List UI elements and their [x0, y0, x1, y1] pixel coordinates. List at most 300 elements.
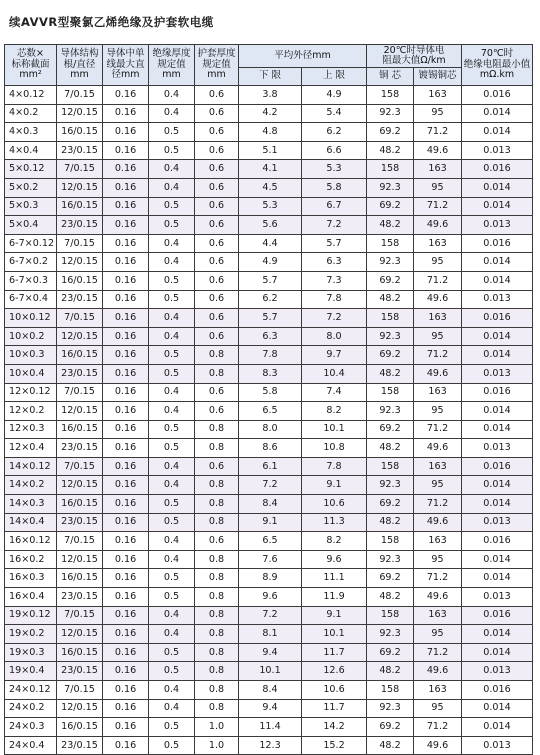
- cell-od-lower: 8.6: [239, 439, 302, 458]
- cell-conductor-structure: 23/0.15: [57, 439, 103, 458]
- cell-max-wire-diameter: 0.16: [103, 364, 149, 383]
- cell-resistance-copper: 48.2: [367, 513, 414, 532]
- cell-insulation-resistance: 0.014: [462, 327, 533, 346]
- header-resistance-20c: [367, 45, 462, 68]
- cell-insulation-resistance: 0.016: [462, 457, 533, 476]
- cell-resistance-tinned: 71.2: [414, 420, 462, 439]
- cell-resistance-copper: 92.3: [367, 327, 414, 346]
- cell-sheath-thickness: 0.6: [195, 197, 239, 216]
- cell-max-wire-diameter: 0.16: [103, 234, 149, 253]
- cell-resistance-tinned: 95: [414, 253, 462, 272]
- cell-sheath-thickness: 0.6: [195, 123, 239, 142]
- cell-core-size: 14×0.12: [5, 457, 57, 476]
- cell-resistance-copper: 69.2: [367, 643, 414, 662]
- cell-insulation-thickness: 0.5: [149, 718, 195, 737]
- cell-max-wire-diameter: 0.16: [103, 569, 149, 588]
- cell-sheath-thickness: 0.8: [195, 643, 239, 662]
- cell-resistance-tinned: 163: [414, 234, 462, 253]
- header-max-wire-diameter: [103, 45, 149, 86]
- cell-resistance-copper: 158: [367, 457, 414, 476]
- cell-sheath-thickness: 0.8: [195, 699, 239, 718]
- cell-insulation-thickness: 0.4: [149, 457, 195, 476]
- table-body: [5, 86, 533, 755]
- cell-insulation-thickness: 0.5: [149, 513, 195, 532]
- cell-conductor-structure: 12/0.15: [57, 327, 103, 346]
- cell-od-upper: 6.6: [302, 141, 367, 160]
- cell-od-lower: 5.3: [239, 197, 302, 216]
- cell-resistance-tinned: 95: [414, 178, 462, 197]
- cell-od-upper: 12.6: [302, 662, 367, 681]
- table-row: [5, 364, 533, 383]
- table-row: [5, 160, 533, 179]
- table-row: [5, 569, 533, 588]
- cell-insulation-thickness: 0.4: [149, 476, 195, 495]
- cell-insulation-resistance: 0.013: [462, 513, 533, 532]
- cell-insulation-resistance: 0.014: [462, 178, 533, 197]
- cell-od-lower: 4.5: [239, 178, 302, 197]
- cell-conductor-structure: 7/0.15: [57, 681, 103, 700]
- cell-od-lower: 7.2: [239, 606, 302, 625]
- cell-resistance-copper: 92.3: [367, 476, 414, 495]
- cell-core-size: 24×0.3: [5, 718, 57, 737]
- cell-insulation-resistance: 0.014: [462, 104, 533, 123]
- cell-conductor-structure: 16/0.15: [57, 718, 103, 737]
- cell-resistance-copper: 92.3: [367, 178, 414, 197]
- table-row: [5, 104, 533, 123]
- cell-od-upper: 6.3: [302, 253, 367, 272]
- table-row: [5, 736, 533, 755]
- cell-od-upper: 5.3: [302, 160, 367, 179]
- cell-od-lower: 6.5: [239, 532, 302, 551]
- cell-core-size: 10×0.4: [5, 364, 57, 383]
- cell-max-wire-diameter: 0.16: [103, 141, 149, 160]
- header-insres-line2: 绝缘电阻最小值: [463, 58, 531, 70]
- cell-core-size: 24×0.4: [5, 736, 57, 755]
- header-core-line2: 标称截面: [11, 58, 50, 70]
- cell-resistance-copper: 92.3: [367, 104, 414, 123]
- cell-sheath-thickness: 0.6: [195, 178, 239, 197]
- cell-resistance-copper: 158: [367, 532, 414, 551]
- header-sheath-line1: 护套厚度: [197, 48, 236, 60]
- cell-max-wire-diameter: 0.16: [103, 178, 149, 197]
- cell-od-upper: 10.1: [302, 625, 367, 644]
- cell-insulation-thickness: 0.5: [149, 271, 195, 290]
- cell-insulation-thickness: 0.5: [149, 588, 195, 607]
- header-average-od: 平均外径mm: [239, 45, 367, 68]
- cell-od-upper: 7.4: [302, 383, 367, 402]
- cell-insulation-resistance: 0.013: [462, 216, 533, 235]
- cell-insulation-resistance: 0.014: [462, 271, 533, 290]
- cell-insulation-resistance: 0.014: [462, 123, 533, 142]
- cell-resistance-tinned: 49.6: [414, 513, 462, 532]
- cell-insulation-resistance: 0.013: [462, 439, 533, 458]
- cell-insulation-thickness: 0.5: [149, 123, 195, 142]
- cell-sheath-thickness: 0.8: [195, 364, 239, 383]
- cell-od-upper: 10.1: [302, 420, 367, 439]
- cell-insulation-thickness: 0.5: [149, 197, 195, 216]
- cell-od-lower: 7.6: [239, 550, 302, 569]
- cell-sheath-thickness: 0.6: [195, 383, 239, 402]
- cell-conductor-structure: 16/0.15: [57, 495, 103, 514]
- cell-core-size: 6-7×0.3: [5, 271, 57, 290]
- table-row: [5, 123, 533, 142]
- table-row: [5, 513, 533, 532]
- cell-od-upper: 8.2: [302, 402, 367, 421]
- cell-max-wire-diameter: 0.16: [103, 513, 149, 532]
- cell-insulation-resistance: 0.016: [462, 160, 533, 179]
- cell-insulation-resistance: 0.016: [462, 86, 533, 105]
- cell-conductor-structure: 12/0.15: [57, 699, 103, 718]
- cell-od-lower: 9.4: [239, 643, 302, 662]
- cell-od-upper: 7.8: [302, 457, 367, 476]
- cell-resistance-copper: 69.2: [367, 197, 414, 216]
- cell-max-wire-diameter: 0.16: [103, 271, 149, 290]
- header-structure-line1: 导体结构: [60, 48, 99, 60]
- cell-max-wire-diameter: 0.16: [103, 327, 149, 346]
- cell-od-upper: 6.2: [302, 123, 367, 142]
- cell-sheath-thickness: 0.6: [195, 271, 239, 290]
- table-row: [5, 681, 533, 700]
- cell-od-upper: 7.8: [302, 290, 367, 309]
- cell-conductor-structure: 12/0.15: [57, 625, 103, 644]
- table-row: [5, 383, 533, 402]
- cell-conductor-structure: 23/0.15: [57, 736, 103, 755]
- table-row: [5, 588, 533, 607]
- cell-od-upper: 9.6: [302, 550, 367, 569]
- cell-core-size: 19×0.4: [5, 662, 57, 681]
- cell-insulation-resistance: 0.016: [462, 234, 533, 253]
- cell-sheath-thickness: 0.6: [195, 327, 239, 346]
- cell-conductor-structure: 12/0.15: [57, 104, 103, 123]
- cell-max-wire-diameter: 0.16: [103, 383, 149, 402]
- cell-core-size: 16×0.3: [5, 569, 57, 588]
- table-row: [5, 718, 533, 737]
- cell-resistance-tinned: 95: [414, 402, 462, 421]
- cell-resistance-tinned: 163: [414, 532, 462, 551]
- cell-core-size: 4×0.3: [5, 123, 57, 142]
- cell-insulation-thickness: 0.5: [149, 736, 195, 755]
- cell-conductor-structure: 16/0.15: [57, 420, 103, 439]
- cell-core-size: 10×0.2: [5, 327, 57, 346]
- cell-resistance-tinned: 95: [414, 327, 462, 346]
- cell-insulation-thickness: 0.4: [149, 699, 195, 718]
- table-row: [5, 346, 533, 365]
- cell-conductor-structure: 23/0.15: [57, 513, 103, 532]
- cell-core-size: 14×0.4: [5, 513, 57, 532]
- cell-resistance-tinned: 49.6: [414, 290, 462, 309]
- cell-max-wire-diameter: 0.16: [103, 476, 149, 495]
- cell-max-wire-diameter: 0.16: [103, 216, 149, 235]
- table-row: [5, 699, 533, 718]
- cell-resistance-copper: 158: [367, 234, 414, 253]
- cell-sheath-thickness: 1.0: [195, 718, 239, 737]
- table-row: [5, 606, 533, 625]
- cell-od-lower: 6.3: [239, 327, 302, 346]
- cell-insulation-thickness: 0.4: [149, 160, 195, 179]
- cell-insulation-thickness: 0.4: [149, 253, 195, 272]
- cell-insulation-thickness: 0.5: [149, 439, 195, 458]
- header-od-lower: 下 限: [239, 68, 302, 86]
- header-resistance-line2: 阻最大值Ω/km: [382, 55, 446, 66]
- cell-conductor-structure: 16/0.15: [57, 271, 103, 290]
- cell-core-size: 5×0.4: [5, 216, 57, 235]
- cell-max-wire-diameter: 0.16: [103, 699, 149, 718]
- cell-max-wire-diameter: 0.16: [103, 86, 149, 105]
- cell-resistance-copper: 48.2: [367, 736, 414, 755]
- cell-sheath-thickness: 0.8: [195, 662, 239, 681]
- cell-insulation-resistance: 0.014: [462, 550, 533, 569]
- cell-core-size: 5×0.3: [5, 197, 57, 216]
- cell-conductor-structure: 16/0.15: [57, 123, 103, 142]
- cell-sheath-thickness: 0.6: [195, 234, 239, 253]
- cell-resistance-copper: 92.3: [367, 625, 414, 644]
- cell-insulation-thickness: 0.4: [149, 532, 195, 551]
- cell-od-upper: 15.2: [302, 736, 367, 755]
- table-row: [5, 550, 533, 569]
- cell-resistance-copper: 158: [367, 383, 414, 402]
- cell-insulation-thickness: 0.4: [149, 178, 195, 197]
- cell-max-wire-diameter: 0.16: [103, 253, 149, 272]
- cable-spec-table: [4, 44, 533, 755]
- cell-insulation-resistance: 0.014: [462, 495, 533, 514]
- cell-resistance-copper: 69.2: [367, 495, 414, 514]
- cell-od-lower: 8.9: [239, 569, 302, 588]
- table-row: [5, 625, 533, 644]
- cell-od-upper: 10.8: [302, 439, 367, 458]
- cell-conductor-structure: 12/0.15: [57, 476, 103, 495]
- cell-conductor-structure: 7/0.15: [57, 383, 103, 402]
- table-row: [5, 253, 533, 272]
- cell-insulation-thickness: 0.5: [149, 643, 195, 662]
- cell-max-wire-diameter: 0.16: [103, 123, 149, 142]
- cell-resistance-copper: 48.2: [367, 439, 414, 458]
- cell-conductor-structure: 12/0.15: [57, 550, 103, 569]
- cell-resistance-tinned: 49.6: [414, 141, 462, 160]
- cell-resistance-copper: 69.2: [367, 569, 414, 588]
- cell-core-size: 16×0.4: [5, 588, 57, 607]
- table-row: [5, 643, 533, 662]
- cell-max-wire-diameter: 0.16: [103, 160, 149, 179]
- table-row: [5, 457, 533, 476]
- cell-resistance-tinned: 71.2: [414, 123, 462, 142]
- cell-core-size: 24×0.12: [5, 681, 57, 700]
- header-insres-line3: mΩ.km: [479, 69, 515, 81]
- cell-sheath-thickness: 1.0: [195, 736, 239, 755]
- cell-od-upper: 5.4: [302, 104, 367, 123]
- cell-core-size: 12×0.2: [5, 402, 57, 421]
- cell-resistance-copper: 92.3: [367, 699, 414, 718]
- cell-core-size: 4×0.2: [5, 104, 57, 123]
- cell-insulation-thickness: 0.5: [149, 346, 195, 365]
- cell-conductor-structure: 16/0.15: [57, 643, 103, 662]
- header-insres-line1: 70℃时: [480, 48, 514, 60]
- header-max-wire-line2: 线最大直: [106, 58, 145, 70]
- cell-resistance-tinned: 163: [414, 160, 462, 179]
- cell-max-wire-diameter: 0.16: [103, 736, 149, 755]
- table-row: [5, 216, 533, 235]
- cell-od-upper: 7.3: [302, 271, 367, 290]
- cell-core-size: 6-7×0.12: [5, 234, 57, 253]
- cell-od-lower: 9.4: [239, 699, 302, 718]
- cell-insulation-thickness: 0.4: [149, 86, 195, 105]
- cell-max-wire-diameter: 0.16: [103, 104, 149, 123]
- cell-core-size: 14×0.2: [5, 476, 57, 495]
- table-row: [5, 402, 533, 421]
- cell-resistance-copper: 48.2: [367, 662, 414, 681]
- cell-od-lower: 4.9: [239, 253, 302, 272]
- cell-resistance-tinned: 49.6: [414, 662, 462, 681]
- cell-sheath-thickness: 0.6: [195, 160, 239, 179]
- header-core: [5, 45, 57, 86]
- cell-insulation-thickness: 0.4: [149, 550, 195, 569]
- cell-od-lower: 5.6: [239, 216, 302, 235]
- cell-resistance-copper: 69.2: [367, 718, 414, 737]
- cell-resistance-copper: 158: [367, 160, 414, 179]
- header-core-line3: mm²: [19, 69, 42, 81]
- cell-conductor-structure: 12/0.15: [57, 253, 103, 272]
- cell-insulation-thickness: 0.4: [149, 104, 195, 123]
- cell-resistance-copper: 69.2: [367, 420, 414, 439]
- header-sheath-line2: 规定值: [202, 58, 231, 70]
- cell-resistance-copper: 158: [367, 86, 414, 105]
- cell-core-size: 5×0.12: [5, 160, 57, 179]
- cell-max-wire-diameter: 0.16: [103, 346, 149, 365]
- table-row: [5, 662, 533, 681]
- cell-sheath-thickness: 0.6: [195, 141, 239, 160]
- cell-resistance-tinned: 49.6: [414, 588, 462, 607]
- cell-insulation-resistance: 0.013: [462, 736, 533, 755]
- cell-resistance-tinned: 71.2: [414, 346, 462, 365]
- cell-core-size: 16×0.2: [5, 550, 57, 569]
- cell-od-upper: 5.7: [302, 234, 367, 253]
- cell-resistance-copper: 48.2: [367, 364, 414, 383]
- cell-sheath-thickness: 0.6: [195, 309, 239, 328]
- cell-max-wire-diameter: 0.16: [103, 625, 149, 644]
- cell-insulation-resistance: 0.013: [462, 364, 533, 383]
- header-resistance-line1: 20℃时导体电: [383, 44, 445, 56]
- cell-insulation-resistance: 0.013: [462, 290, 533, 309]
- header-insulation-line3: mm: [162, 69, 181, 81]
- cell-conductor-structure: 16/0.15: [57, 197, 103, 216]
- header-insulation-thickness: [149, 45, 195, 86]
- cell-resistance-copper: 48.2: [367, 290, 414, 309]
- cell-max-wire-diameter: 0.16: [103, 681, 149, 700]
- cell-od-lower: 8.0: [239, 420, 302, 439]
- cell-od-upper: 11.1: [302, 569, 367, 588]
- cell-conductor-structure: 7/0.15: [57, 160, 103, 179]
- cell-conductor-structure: 23/0.15: [57, 364, 103, 383]
- cell-sheath-thickness: 0.6: [195, 402, 239, 421]
- cell-insulation-thickness: 0.5: [149, 141, 195, 160]
- cell-sheath-thickness: 0.8: [195, 513, 239, 532]
- cell-insulation-thickness: 0.5: [149, 290, 195, 309]
- cell-insulation-resistance: 0.014: [462, 625, 533, 644]
- cell-resistance-copper: 158: [367, 309, 414, 328]
- table-row: [5, 86, 533, 105]
- table-row: [5, 420, 533, 439]
- cell-sheath-thickness: 0.8: [195, 439, 239, 458]
- cell-insulation-resistance: 0.016: [462, 681, 533, 700]
- cell-conductor-structure: 16/0.15: [57, 569, 103, 588]
- cell-od-lower: 12.3: [239, 736, 302, 755]
- cell-resistance-tinned: 163: [414, 457, 462, 476]
- header-tinned-copper: 镀锡铜芯: [414, 68, 462, 86]
- cell-core-size: 12×0.12: [5, 383, 57, 402]
- cell-max-wire-diameter: 0.16: [103, 402, 149, 421]
- cell-conductor-structure: 23/0.15: [57, 290, 103, 309]
- cell-insulation-resistance: 0.013: [462, 141, 533, 160]
- cell-max-wire-diameter: 0.16: [103, 290, 149, 309]
- cell-insulation-thickness: 0.5: [149, 420, 195, 439]
- cell-od-upper: 8.2: [302, 532, 367, 551]
- cell-conductor-structure: 7/0.15: [57, 457, 103, 476]
- cell-od-lower: 8.4: [239, 495, 302, 514]
- cell-od-lower: 4.1: [239, 160, 302, 179]
- cell-conductor-structure: 7/0.15: [57, 309, 103, 328]
- cell-od-lower: 5.7: [239, 309, 302, 328]
- cell-core-size: 16×0.12: [5, 532, 57, 551]
- cell-resistance-copper: 92.3: [367, 550, 414, 569]
- cell-resistance-copper: 69.2: [367, 346, 414, 365]
- cell-max-wire-diameter: 0.16: [103, 457, 149, 476]
- cell-resistance-tinned: 71.2: [414, 569, 462, 588]
- cell-insulation-thickness: 0.4: [149, 606, 195, 625]
- cell-insulation-resistance: 0.014: [462, 718, 533, 737]
- cell-core-size: 10×0.12: [5, 309, 57, 328]
- cell-insulation-resistance: 0.013: [462, 662, 533, 681]
- cell-insulation-thickness: 0.4: [149, 234, 195, 253]
- cell-conductor-structure: 12/0.15: [57, 402, 103, 421]
- cell-core-size: 6-7×0.4: [5, 290, 57, 309]
- cell-resistance-copper: 48.2: [367, 141, 414, 160]
- cell-sheath-thickness: 0.6: [195, 532, 239, 551]
- cell-sheath-thickness: 0.6: [195, 86, 239, 105]
- cell-sheath-thickness: 0.8: [195, 569, 239, 588]
- cell-insulation-resistance: 0.014: [462, 476, 533, 495]
- page-title: 续AVVR型聚氯乙烯绝缘及护套软电缆: [9, 15, 214, 29]
- cell-resistance-copper: 92.3: [367, 253, 414, 272]
- table-row: [5, 532, 533, 551]
- header-core-line1: 芯数×: [17, 48, 44, 60]
- cell-od-lower: 6.5: [239, 402, 302, 421]
- cell-od-lower: 4.4: [239, 234, 302, 253]
- table-row: [5, 327, 533, 346]
- cell-max-wire-diameter: 0.16: [103, 718, 149, 737]
- cell-sheath-thickness: 0.8: [195, 606, 239, 625]
- cell-resistance-tinned: 163: [414, 606, 462, 625]
- cell-conductor-structure: 16/0.15: [57, 346, 103, 365]
- header-insulation-resistance-70c: [462, 45, 533, 86]
- cell-od-upper: 8.0: [302, 327, 367, 346]
- cell-od-upper: 4.9: [302, 86, 367, 105]
- cell-resistance-copper: 48.2: [367, 588, 414, 607]
- cell-max-wire-diameter: 0.16: [103, 588, 149, 607]
- cell-insulation-resistance: 0.014: [462, 253, 533, 272]
- cell-conductor-structure: 23/0.15: [57, 588, 103, 607]
- cell-resistance-copper: 158: [367, 606, 414, 625]
- cell-od-lower: 8.4: [239, 681, 302, 700]
- header-insulation-line2: 规定值: [157, 58, 186, 70]
- table-row: [5, 476, 533, 495]
- cell-conductor-structure: 23/0.15: [57, 141, 103, 160]
- cell-od-lower: 5.7: [239, 271, 302, 290]
- cell-conductor-structure: 7/0.15: [57, 234, 103, 253]
- cell-sheath-thickness: 0.6: [195, 104, 239, 123]
- cell-resistance-tinned: 163: [414, 309, 462, 328]
- cell-od-lower: 6.2: [239, 290, 302, 309]
- cell-od-lower: 11.4: [239, 718, 302, 737]
- cell-sheath-thickness: 0.8: [195, 476, 239, 495]
